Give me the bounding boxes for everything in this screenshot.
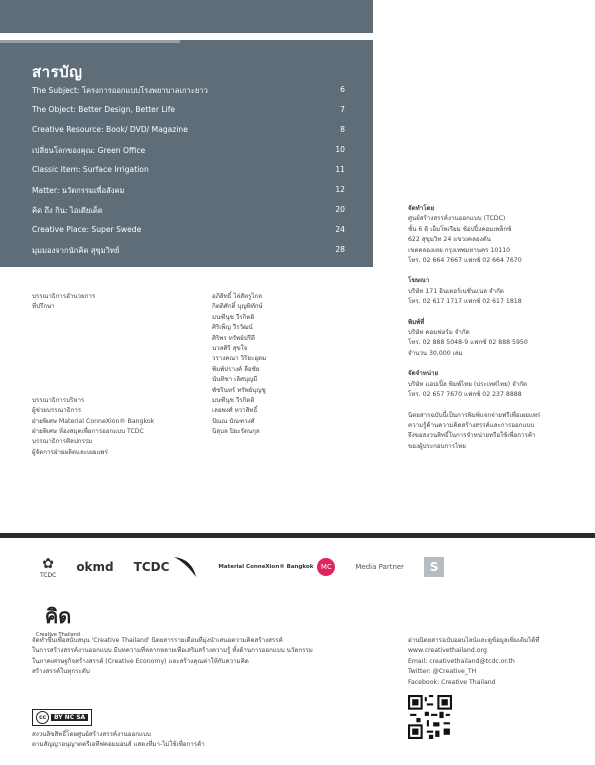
credit-name: นวลศิริ สุขใจ xyxy=(212,345,248,353)
publisher-line: ศูนย์สร้างสรรค์งานออกแบบ (TCDC) xyxy=(408,215,506,223)
credit-role: ฝ่ายพิเศษ ห้องสมุดเพื่อการออกแบบ TCDC xyxy=(32,428,144,436)
credit-name: ศิริพร ทรัพย์ปรีดี xyxy=(212,334,255,342)
credits-roles xyxy=(32,292,154,458)
footer-contact xyxy=(408,636,588,688)
toc-item-page: 24 xyxy=(335,225,345,234)
publisher-line: ชั้น 6 ดิ เอ็มโพเรียม ช้อปปิ้งคอมเพล็กซ์ xyxy=(408,225,512,233)
publisher-line: โทร. 02 664 7667 แฟกซ์ 02 664 7670 xyxy=(408,257,522,265)
note-line: นิตยสารฉบับนี้เป็นการพิมพ์แจกจ่ายฟรีเพื่อเผยแพร่ xyxy=(408,411,541,419)
toc-item-page: 6 xyxy=(340,85,345,94)
toc-item-page: 10 xyxy=(335,145,345,154)
publisher-info xyxy=(408,204,588,462)
publisher-line: เขตคลองเตย กรุงเทพมหานคร 10110 xyxy=(408,246,511,254)
toc-title: สารบัญ xyxy=(32,63,83,81)
footer-line: จัดทำขึ้นเพื่อสนับสนุน 'Creative Thailand' นิตยสารรายเดือนที่มุ่งนำเสนอความคิดสร้างสรรค์ xyxy=(32,637,283,644)
distribution-block xyxy=(408,369,588,400)
credit-role: ผู้จัดการฝ่ายผลิตและเผยแพร่ xyxy=(32,448,108,456)
distribution-line: โทร. 02 657 7670 แฟกซ์ 02 237 8888 xyxy=(408,391,522,399)
top-band xyxy=(0,0,373,33)
toc-item-label: เปลี่ยนโลกของคุณ: Green Office xyxy=(32,146,146,155)
mc-badge-icon: MC xyxy=(317,558,335,576)
credit-name: กิตติศักดิ์ บุญพิทักษ์ xyxy=(212,303,263,311)
note-line: ของผู้ประกอบการไทย xyxy=(408,442,466,450)
credit-role: บรรณาธิการอำนวยการ xyxy=(32,293,96,300)
creative-thailand-logo xyxy=(36,600,80,638)
tcdc-logo[interactable] xyxy=(134,555,199,579)
section-divider xyxy=(0,533,595,538)
publisher-block xyxy=(408,204,588,266)
tcdc-thai-logo[interactable]: ✿ TCDC xyxy=(40,555,57,579)
credit-role: บรรณาธิการศิลปกรรม xyxy=(32,438,93,446)
toc-item-page: 20 xyxy=(335,205,345,214)
contact-line: อ่านนิตยสารฉบับออนไลน์และดูข้อมูลเพิ่มเติมได้ที่ xyxy=(408,637,540,644)
credit-name: พิมพ์ปรางค์ ลือชัย xyxy=(212,365,260,373)
toc-item[interactable] xyxy=(32,165,345,185)
credit-name: นิลุบล ปิยะรัตนกุล xyxy=(212,428,260,436)
note-line: จึงขอสงวนสิทธิ์ในการจำหน่ายหรือใช้เพื่อการค้า xyxy=(408,432,536,440)
toc-item-label: The Object: Better Design, Better Life xyxy=(32,105,176,114)
toc-item-page: 11 xyxy=(335,165,345,174)
twitter-link[interactable]: Twitter: @Creative_TH xyxy=(408,668,477,676)
publisher-heading: จัดทำโดย xyxy=(408,205,435,212)
okmd-logo[interactable]: okmd xyxy=(76,560,114,574)
credit-name: วรางคณา วิริยะอุดม xyxy=(212,355,267,363)
toc-item[interactable] xyxy=(32,145,345,165)
footer-line: ในภาคเศรษฐกิจสร้างสรรค์ (Creative Economy) และสร้างคุณค่าให้กับความคิด xyxy=(32,657,249,665)
table-of-contents xyxy=(0,40,373,267)
credit-name: พัชรินทร์ ทรัพย์บุญชู xyxy=(212,386,266,394)
toc-item[interactable] xyxy=(32,125,345,145)
qr-code-icon[interactable] xyxy=(408,695,452,739)
facebook-link[interactable]: Facebook: Creative Thailand xyxy=(408,678,496,686)
tcdc-logo-text: TCDC xyxy=(133,560,170,574)
footer-description xyxy=(32,636,362,678)
credit-role: ที่ปรึกษา xyxy=(32,303,55,311)
print-line: บริษัท คอมฟอร์ม จำกัด xyxy=(408,329,470,337)
print-block xyxy=(408,318,588,360)
toc-list xyxy=(32,85,345,265)
ads-line: โทร. 02 617 1717 แฟกซ์ 02 617 1818 xyxy=(408,298,522,306)
credit-role: ผู้ช่วยบรรณาธิการ xyxy=(32,407,82,415)
ads-block xyxy=(408,276,588,307)
license-line: สงวนลิขสิทธิ์โดยศูนย์สร้างสรรค์งานออกแบบ xyxy=(32,731,151,738)
material-connexion-logo[interactable]: Material ConneXion® Bangkok MC xyxy=(218,558,335,576)
cc-license xyxy=(32,704,205,751)
toc-item[interactable] xyxy=(32,105,345,125)
footer-line: ในการสร้างสรรค์งานออกแบบ มีบทความที่หลากหลายเพื่อเสริมสร้างความรู้ ทั้งด้านการออกแบบ นวัตกรรม xyxy=(32,647,313,655)
distribution-line: บริษัท แอปเปิ้ล พิมพ์ไทย (ประเทศไทย) จำกัด xyxy=(408,380,527,388)
print-line: โทร. 02 888 5048-9 แฟกซ์ 02 888 5950 xyxy=(408,339,528,347)
toc-item-page: 7 xyxy=(340,105,345,114)
credit-name: มนฑีนุช วีรกิตติ xyxy=(212,397,255,405)
credit-role: บรรณาธิการบริหาร xyxy=(32,396,85,404)
footer-line: สร้างสรรค์ในทุกระดับ xyxy=(32,668,90,676)
cc-badge-icon[interactable]: cc BY NC SA xyxy=(32,709,92,726)
credit-name: นันทิชา เลิศบุญมี xyxy=(212,376,258,384)
toc-accent-line xyxy=(0,40,180,43)
credit-name: ปัณณ บัณฑวงศ์ xyxy=(212,417,255,425)
creative-thailand-sub: Creative Thailand xyxy=(36,632,81,638)
email-link[interactable]: Email: creativethailand@tcdc.or.th xyxy=(408,657,515,665)
toc-item-page: 8 xyxy=(340,125,345,134)
publisher-line: 622 สุขุมวิท 24 แขวงคลองตัน xyxy=(408,236,491,244)
media-partner-label: Media Partner xyxy=(355,563,405,571)
credit-name: มนฑีนุช วีรกิตติ xyxy=(212,313,255,321)
toc-item-label: Matter: นวัตกรรมเพื่อสังคม xyxy=(32,186,125,195)
toc-item-label: Classic Item: Surface Irrigation xyxy=(32,165,149,174)
print-line: จำนวน 30,000 เล่ม xyxy=(408,349,463,357)
toc-item-page: 28 xyxy=(335,245,345,254)
distribution-heading: จัดจำหน่าย xyxy=(408,370,439,378)
print-heading: พิมพ์ที่ xyxy=(408,318,425,326)
credits-names xyxy=(212,292,266,438)
creative-thailand-mark: คิด xyxy=(44,604,72,628)
website-link[interactable]: www.creativethailand.org xyxy=(408,647,487,655)
ads-line: บริษัท 171 อินเตอร์เนชั่นแนล จำกัด xyxy=(408,287,504,295)
credit-name: ศิริเพ็ญ วีรวัฒน์ xyxy=(212,324,253,332)
toc-item[interactable] xyxy=(32,205,345,225)
toc-item[interactable] xyxy=(32,85,345,105)
disclaimer-note xyxy=(408,411,588,453)
toc-item[interactable] xyxy=(32,185,345,205)
toc-item[interactable] xyxy=(32,225,345,245)
toc-item-label: Creative Place: Super Swede xyxy=(32,225,142,234)
ads-heading: โฆษณา xyxy=(408,277,430,285)
toc-item-label: มุมมองจากนักคิด สุขุมวิทย์ xyxy=(32,246,120,255)
note-line: ความรู้ด้านความคิดสร้างสรรค์และการออกแบบ xyxy=(408,421,535,429)
toc-item[interactable] xyxy=(32,245,345,265)
toc-item-label: The Subject: โครงการออกแบบโรงพยาบาลเกาะยาว xyxy=(32,86,208,95)
toc-item-page: 12 xyxy=(335,185,345,194)
partner-logos xyxy=(40,552,444,582)
credit-role: ฝ่ายพิเศษ Material ConneXion® Bangkok xyxy=(32,417,155,425)
credit-name: เลอพงศ์ ทวาสิทธิ์ xyxy=(212,407,258,415)
credit-name: อภิสิทธิ์ ไล่สัตรูไกล xyxy=(212,293,263,300)
toc-item-label: Creative Resource: Book/ DVD/ Magazine xyxy=(32,125,188,134)
license-line: ตามสัญญาอนุญาตครีเอทีฟคอมมอนส์ แสดงที่มา-ไม่ใช้เพื่อการค้า xyxy=(32,741,205,749)
s-partner-logo[interactable]: S xyxy=(424,557,444,577)
toc-item-label: คิด ถึง กิน: ไอเดียเด็ด xyxy=(32,206,103,215)
tcdc-swoosh-icon xyxy=(172,555,198,579)
